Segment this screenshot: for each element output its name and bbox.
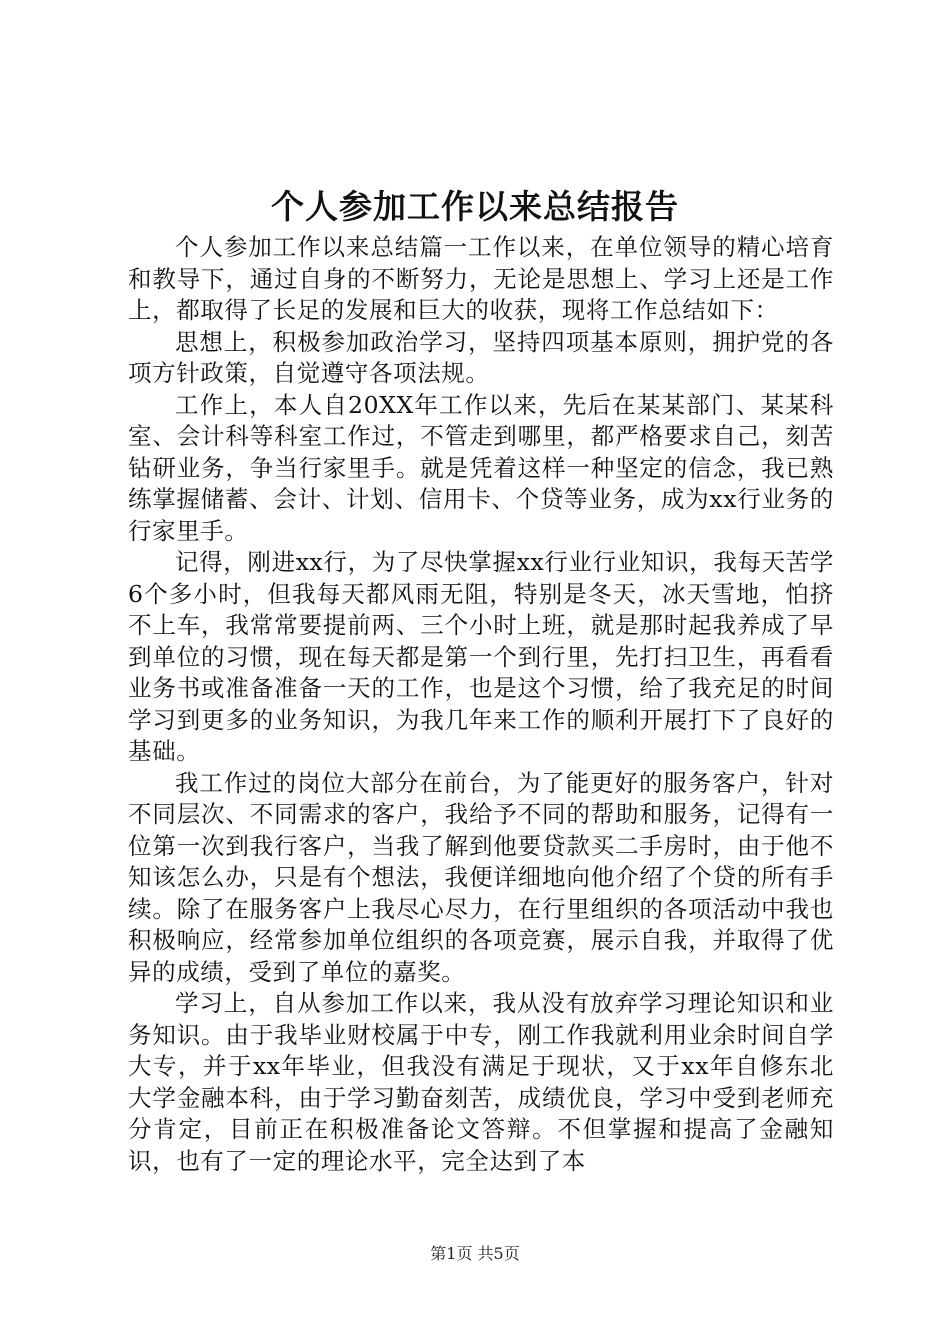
page-footer: 第1页 共5页	[430, 1244, 520, 1263]
document-body	[128, 232, 834, 1177]
paragraph-memory: 记得，刚进xx行，为了尽快掌握xx行业行业知识，我每天苦学6个多小时，但我每天都风雨无阻，特别是冬天，冰天雪地，怕挤不上车，我常常要提前两、三个小时上班，就是那时起我养成了早到单位的习惯，现在每天都是第一个到行里，先打扫卫生，再看看业务书或准备准备一天的工作，也是这个习惯，给了我充足的时间学习到更多的业务知识，为我几年来工作的顺利开展打下了良好的基础。	[128, 548, 834, 765]
paragraph-work: 工作上，本人自20XX年工作以来，先后在某某部门、某某科室、会计科等科室工作过，不管走到哪里，都严格要求自己，刻苦钻研业务，争当行家里手。就是凭着这样一种坚定的信念，我已熟练掌握储蓄、会计、计划、信用卡、个贷等业务，成为xx行业务的行家里手。	[128, 390, 834, 545]
paragraph-service: 我工作过的岗位大部分在前台，为了能更好的服务客户，针对不同层次、不同需求的客户，我给予不同的帮助和服务，记得有一位第一次到我行客户，当我了解到他要贷款买二手房时，由于他不知该怎么办，只是有个想法，我便详细地向他介绍了个贷的所有手续。除了在服务客户上我尽心尽力，在行里组织的各项活动中我也积极响应，经常参加单位组织的各项竞赛，展示自我，并取得了优异的成绩，受到了单位的嘉奖。	[128, 768, 834, 986]
paragraph-study: 学习上，自从参加工作以来，我从没有放弃学习理论知识和业务知识。由于我毕业财校属于中专，刚工作我就利用业余时间自学大专，并于xx年毕业，但我没有满足于现状，又于xx年自修东北大学金融本科，由于学习勤奋刻苦，成绩优良，学习中受到老师充分肯定，目前正在积极准备论文答辩。不但掌握和提高了金融知识，也有了一定的理论水平，完全达到了本	[128, 989, 834, 1175]
paragraph-ideology: 思想上，积极参加政治学习，坚持四项基本原则，拥护党的各项方针政策，自觉遵守各项法规。	[128, 327, 834, 387]
paragraph-intro: 个人参加工作以来总结篇一工作以来，在单位领导的精心培育和教导下，通过自身的不断努力，无论是思想上、学习上还是工作上，都取得了长足的发展和巨大的收获，现将工作总结如下：	[128, 233, 834, 324]
page-title: 个人参加工作以来总结报告	[271, 187, 679, 226]
